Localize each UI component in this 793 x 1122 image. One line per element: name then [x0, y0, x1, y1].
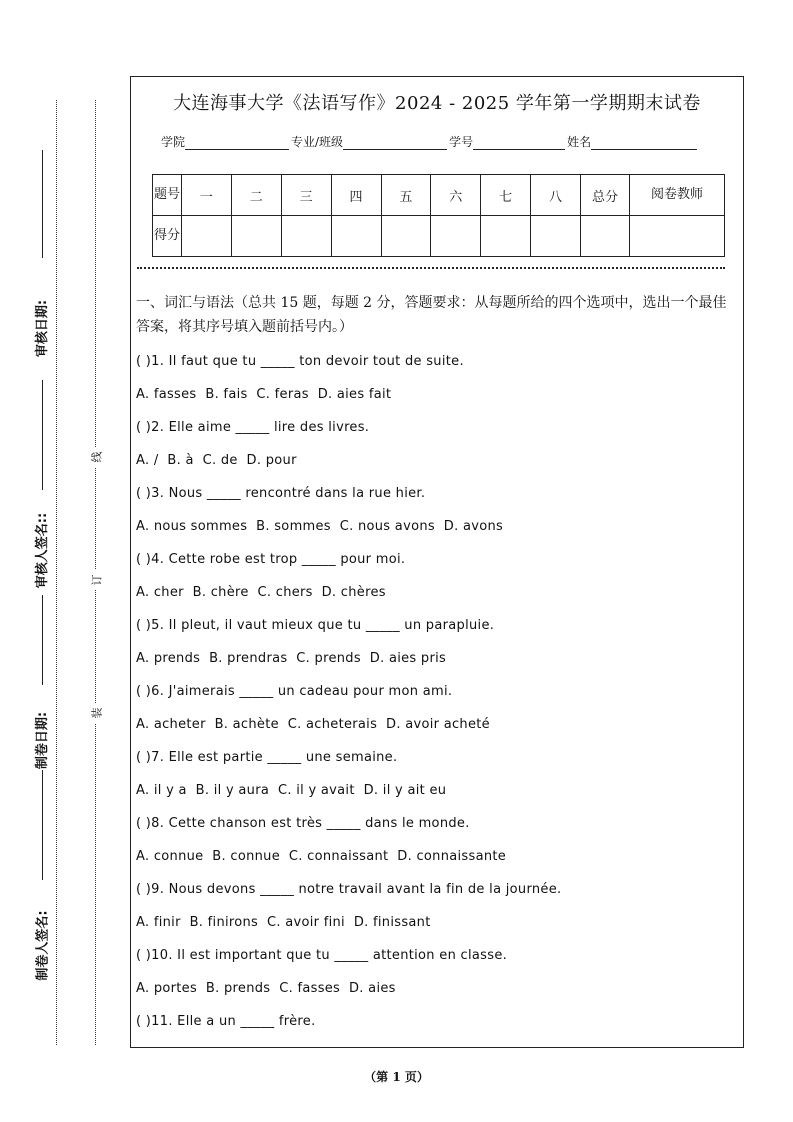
options-line: A. portes B. prends C. fasses D. aies	[136, 981, 396, 996]
dotted-separator	[137, 267, 725, 269]
major-class-field[interactable]	[343, 135, 447, 150]
auditor-signature-blank	[42, 380, 43, 490]
audit-date-blank	[42, 150, 43, 258]
score-cell[interactable]	[182, 216, 232, 257]
question-line: ( )6. J'aimerais _____ un cadeau pour mon ami.	[136, 684, 453, 699]
options-line: A. cher B. chère C. chers D. chères	[136, 585, 386, 600]
page-number: （第 1 页）	[364, 1070, 429, 1084]
score-cell[interactable]	[431, 216, 481, 257]
score-cell[interactable]	[231, 216, 281, 257]
col-header: 五	[381, 175, 431, 216]
options-line: A. prends B. prendras C. prends D. aies pris	[136, 651, 447, 666]
question-line: ( )2. Elle aime _____ lire des livres.	[136, 420, 370, 435]
binding-sidebar	[0, 0, 128, 1122]
col-header: 二	[231, 175, 281, 216]
score-cell[interactable]	[281, 216, 331, 257]
total-score-cell[interactable]	[581, 216, 630, 257]
score-cell[interactable]	[381, 216, 431, 257]
name-label: 姓名	[567, 135, 592, 149]
question-number-label: 题号	[153, 175, 182, 216]
options-line: A. finir B. finirons C. avoir fini D. finissant	[136, 915, 431, 930]
score-cell[interactable]	[331, 216, 381, 257]
score-cell[interactable]	[531, 216, 581, 257]
name-field[interactable]	[591, 135, 697, 150]
options-line: A. connue B. connue C. connaissant D. connaissante	[136, 849, 507, 864]
section-vocabulary-grammar	[136, 291, 740, 1038]
question-line: ( )10. Il est important que tu _____ attention en classe.	[136, 948, 508, 963]
cut-mark-xian: 线	[86, 447, 106, 467]
cut-mark-ding: 订	[86, 570, 106, 590]
exam-paper	[130, 76, 744, 1048]
col-header: 一	[182, 175, 232, 216]
options-line: A. il y a B. il y aura C. il y avait D. il y ait eu	[136, 783, 447, 798]
col-header: 三	[281, 175, 331, 216]
score-table-header-row	[153, 175, 725, 216]
make-date-label: 制卷日期:	[35, 711, 51, 769]
cut-mark-zhuang: 装	[86, 703, 106, 723]
major-class-label: 专业/班级	[291, 135, 344, 149]
auditor-signature-label: 审核人签名::	[35, 512, 51, 588]
question-line: ( )3. Nous _____ rencontré dans la rue hier.	[136, 486, 426, 501]
options-line: A. fasses B. fais C. feras D. aies fait	[136, 387, 392, 402]
question-line: ( )11. Elle a un _____ frère.	[136, 1014, 316, 1029]
question-line: ( )7. Elle est partie _____ une semaine.	[136, 750, 398, 765]
question-line: ( )9. Nous devons _____ notre travail avant la fin de la journée.	[136, 882, 562, 897]
grader-header: 阅卷教师	[630, 175, 725, 216]
make-date-blank	[42, 595, 43, 685]
question-line: ( )1. Il faut que tu _____ ton devoir tout de suite.	[136, 354, 464, 369]
score-table	[152, 174, 725, 257]
options-line: A. acheter B. achète C. acheterais D. avoir acheté	[136, 717, 490, 732]
exam-title: 大连海事大学《法语写作》2024 - 2025 学年第一学期期末试卷	[173, 93, 701, 114]
col-header: 七	[481, 175, 531, 216]
question-line: ( )5. Il pleut, il vaut mieux que tu _____ un parapluie.	[136, 618, 495, 633]
col-header: 四	[331, 175, 381, 216]
col-header: 八	[531, 175, 581, 216]
grader-cell[interactable]	[630, 216, 725, 257]
score-label: 得分	[153, 216, 182, 257]
options-line: A. / B. à C. de D. pour	[136, 453, 297, 468]
student-id-field[interactable]	[473, 135, 565, 150]
student-info-row	[161, 133, 699, 150]
options-line: A. nous sommes B. sommes C. nous avons D. avons	[136, 519, 504, 534]
col-header: 六	[431, 175, 481, 216]
audit-date-label: 审核日期:	[35, 299, 51, 357]
score-table-score-row	[153, 216, 725, 257]
question-line: ( )8. Cette chanson est très _____ dans le monde.	[136, 816, 470, 831]
maker-signature-label: 制卷人签名:	[35, 909, 51, 981]
score-cell[interactable]	[481, 216, 531, 257]
student-id-label: 学号	[449, 135, 474, 149]
section-heading: 一、词汇与语法（总共 15 题，每题 2 分，答题要求：从每题所给的四个选项中，选出一个最佳答案，将其序号填入题前括号内。）	[136, 295, 727, 335]
total-score-header: 总分	[581, 175, 630, 216]
question-line: ( )4. Cette robe est trop _____ pour moi.	[136, 552, 406, 567]
college-field[interactable]	[185, 135, 289, 150]
maker-signature-blank	[42, 770, 43, 880]
college-label: 学院	[161, 135, 186, 149]
